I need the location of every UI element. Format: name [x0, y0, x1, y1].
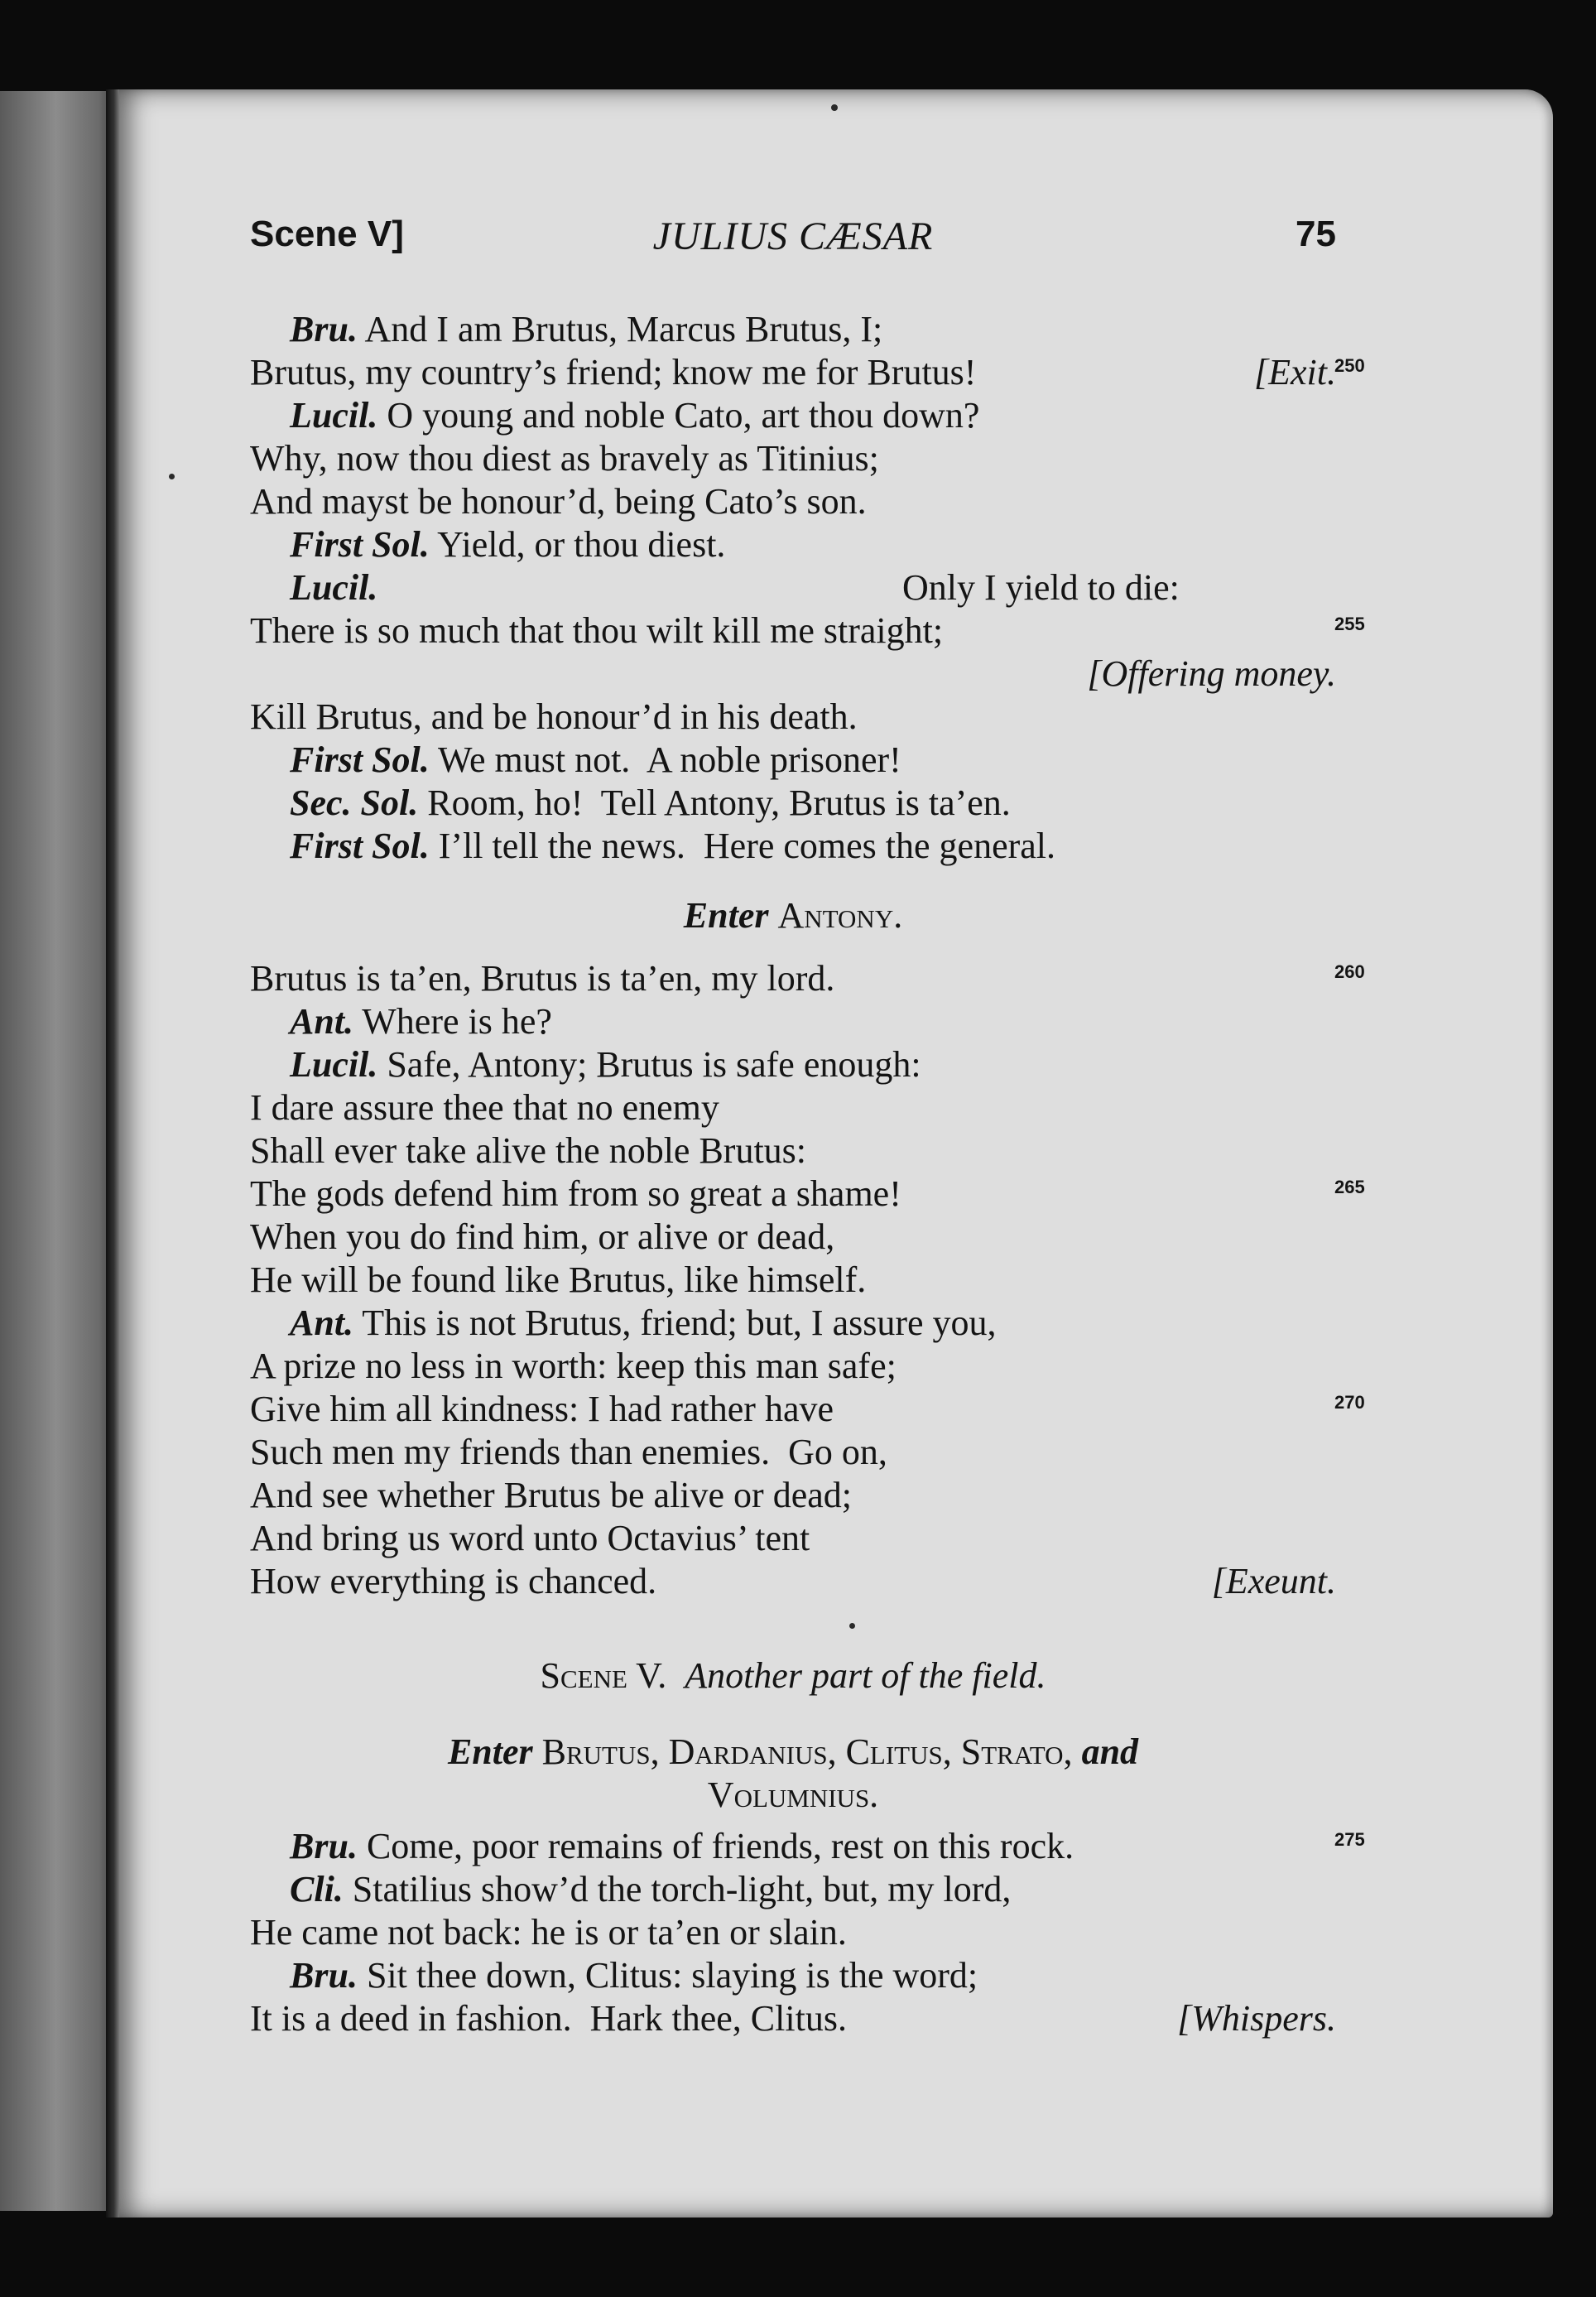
line-text: And I am Brutus, Marcus Brutus, I; [364, 309, 883, 349]
speaker-name: Lucil. [290, 1044, 378, 1085]
character-name: Clitus, [845, 1731, 952, 1772]
verse-line [250, 739, 1336, 782]
header-scene: Scene V] [250, 214, 404, 254]
verse-line [250, 308, 1336, 351]
verse-line [250, 394, 1336, 437]
line-text: How everything is chanced. [250, 1561, 657, 1601]
line-text: Safe, Antony; Brutus is safe enough: [387, 1044, 921, 1085]
verse-line [250, 1911, 1336, 1954]
verse-line [250, 825, 1336, 868]
line-text: Brutus, my country’s friend; know me for Brutus! [250, 352, 977, 392]
verse-line [250, 1173, 1336, 1216]
line-text: A prize no less in worth: keep this man safe; [250, 1346, 897, 1386]
line-text: Sit thee down, Clitus: slaying is the word; [366, 1955, 978, 1996]
character-name: Volumnius. [707, 1775, 879, 1815]
verse-line [250, 1259, 1336, 1302]
line-text: This is not Brutus, friend; but, I assure you, [362, 1303, 997, 1343]
line-text: Such men my friends than enemies. Go on, [250, 1432, 887, 1472]
verse-line [250, 1129, 1336, 1173]
entrance-direction-cont [250, 1774, 1336, 1817]
line-text: Give him all kindness: I had rather have [250, 1389, 834, 1429]
verse-line [250, 957, 1336, 1000]
line-text: He came not back: he is or ta’en or slain. [250, 1912, 847, 1953]
line-text: Brutus is ta’en, Brutus is ta’en, my lord. [250, 958, 835, 999]
verse-line [250, 1474, 1336, 1517]
speaker-name: Lucil. [290, 395, 378, 436]
speaker-name: Ant. [290, 1001, 354, 1042]
print-speck [831, 104, 838, 111]
line-number: 265 [1334, 1177, 1365, 1197]
stage-direction: [Exit. [1254, 352, 1336, 392]
character-name: Dardanius, [668, 1731, 837, 1772]
speaker-name: Bru. [290, 309, 358, 349]
scene-label: Scene V. [540, 1655, 667, 1696]
character-name: Brutus, [541, 1731, 660, 1772]
speaker-name: First Sol. [290, 524, 430, 565]
header-title: JULIUS CÆSAR [652, 214, 934, 258]
verse-line [250, 1517, 1336, 1560]
verse-line [250, 609, 1336, 653]
speaker-name: Sec. Sol. [290, 783, 419, 823]
line-text: Where is he? [362, 1001, 552, 1042]
line-text: Only I yield to die: [902, 567, 1180, 608]
print-speck [169, 474, 175, 479]
verse-line [250, 351, 1336, 394]
verse-line [250, 1388, 1336, 1431]
verse-line [250, 1825, 1336, 1868]
speaker-name: Cli. [290, 1869, 344, 1909]
line-text: And see whether Brutus be alive or dead; [250, 1475, 852, 1515]
verse-line [250, 696, 1336, 739]
line-text: Statilius show’d the torch-light, but, my lord, [352, 1869, 1012, 1909]
verse-line [250, 1997, 1336, 2040]
verse-line [250, 437, 1336, 480]
line-text: I’ll tell the news. Here comes the general. [438, 826, 1055, 866]
line-number: 255 [1334, 614, 1365, 634]
line-text: We must not. A noble prisoner! [437, 739, 901, 780]
print-speck [849, 1623, 855, 1629]
entrance-direction [250, 894, 1336, 937]
speaker-name: Lucil. [290, 567, 378, 608]
and-word: and [1081, 1731, 1139, 1772]
speaker-name: Bru. [290, 1955, 358, 1996]
verse-line [250, 566, 1336, 609]
speaker-name: First Sol. [290, 826, 430, 866]
verse-line [250, 1868, 1336, 1911]
line-text: Come, poor remains of friends, rest on this rock. [366, 1826, 1074, 1866]
verse-line [250, 1000, 1336, 1043]
line-text: O young and noble Cato, art thou down? [387, 395, 980, 436]
verse-line [250, 1043, 1336, 1086]
line-text: It is a deed in fashion. Hark thee, Clitus. [250, 1998, 847, 2039]
line-text: I dare assure thee that no enemy [250, 1087, 719, 1128]
line-text: Room, ho! Tell Antony, Brutus is ta’en. [427, 783, 1011, 823]
verse-line [250, 1302, 1336, 1345]
verse-line [250, 1560, 1336, 1603]
verse-line [250, 1216, 1336, 1259]
verse-line [250, 1954, 1336, 1997]
speaker-name: Ant. [290, 1303, 354, 1343]
line-text: He will be found like Brutus, like himself. [250, 1259, 867, 1300]
verse-line [250, 1345, 1336, 1388]
stage-direction: [Offering money. [1087, 653, 1336, 694]
stage-direction: [Whispers. [1177, 1998, 1336, 2039]
line-text: Shall ever take alive the noble Brutus: [250, 1130, 807, 1171]
page-number: 75 [1296, 214, 1336, 254]
verse-line [250, 1086, 1336, 1129]
line-number: 260 [1334, 961, 1365, 982]
line-text: When you do find him, or alive or dead, [250, 1216, 835, 1257]
scene-heading [250, 1654, 1336, 1697]
line-text: Why, now thou diest as bravely as Titinius; [250, 438, 879, 479]
speaker-name: First Sol. [290, 739, 430, 780]
line-text: Yield, or thou diest. [437, 524, 726, 565]
enter-word: Enter [447, 1731, 533, 1772]
line-number: 270 [1334, 1392, 1365, 1413]
line-text: There is so much that thou wilt kill me straight; [250, 610, 944, 651]
verse-line [250, 523, 1336, 566]
line-text: And bring us word unto Octavius’ tent [250, 1518, 810, 1558]
line-text: Kill Brutus, and be honour’d in his death. [250, 696, 858, 737]
character-name: Antony. [777, 895, 903, 936]
stage-direction: [Exeunt. [1211, 1561, 1336, 1601]
line-text: And mayst be honour’d, being Cato’s son. [250, 481, 867, 522]
verse-line [250, 480, 1336, 523]
line-text: The gods defend him from so great a shame! [250, 1173, 901, 1214]
scene-location: Another part of the field. [685, 1655, 1046, 1696]
book-gutter [106, 89, 119, 2218]
character-name: Strato, [960, 1731, 1073, 1772]
verse-line [250, 1431, 1336, 1474]
speaker-name: Bru. [290, 1826, 358, 1866]
line-number: 275 [1334, 1829, 1365, 1850]
enter-word: Enter [683, 895, 769, 936]
running-header [250, 214, 1336, 272]
line-number: 250 [1334, 355, 1365, 376]
verse-line [250, 782, 1336, 825]
entrance-direction [250, 1731, 1336, 1774]
